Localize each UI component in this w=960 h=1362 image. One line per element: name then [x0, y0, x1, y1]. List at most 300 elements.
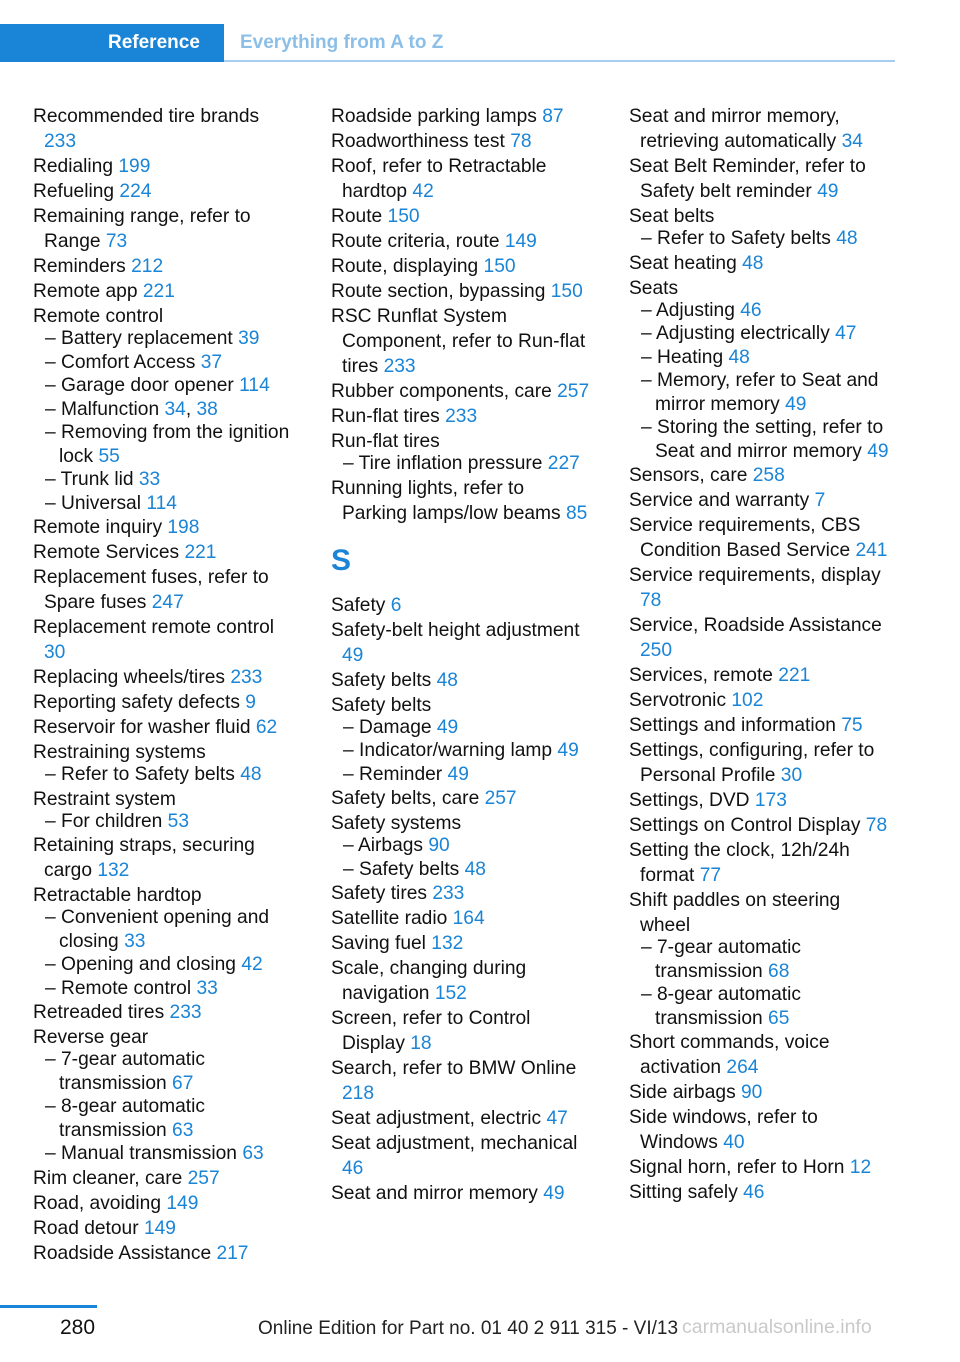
page-link[interactable]: 48: [742, 252, 764, 274]
page-link[interactable]: 48: [728, 346, 750, 368]
page-link[interactable]: 150: [483, 256, 516, 277]
subentry-dash: –: [45, 351, 62, 373]
subentry-dash: –: [343, 716, 360, 738]
index-entry: [331, 906, 593, 931]
index-entry: [331, 204, 593, 229]
index-entry: [629, 276, 891, 301]
index-entry: [331, 254, 593, 279]
index-subentry: [331, 858, 593, 882]
page-link[interactable]: 55: [98, 445, 120, 467]
page-link[interactable]: 199: [118, 156, 151, 177]
index-entry: [331, 1106, 593, 1131]
index-entry: [33, 1191, 295, 1216]
subentry-dash: –: [45, 1049, 62, 1070]
entry-label: Reverse gear: [33, 1027, 149, 1048]
page-link[interactable]: 6: [390, 594, 402, 616]
index-subentry: [33, 492, 295, 516]
entry-label: Sitting safely: [629, 1182, 738, 1203]
entry-label: Sensors, care: [629, 465, 748, 486]
entry-label: Adjusting electrically: [655, 323, 830, 344]
index-entry: [33, 515, 295, 540]
entry-label: Retreaded tires: [33, 1002, 165, 1023]
page-link[interactable]: 68: [768, 960, 790, 982]
entry-label: Roof, refer to Retractable hardtop: [331, 156, 547, 202]
index-entry: [629, 613, 891, 663]
entry-label: Service and warranty: [629, 490, 810, 511]
index-subentry: [33, 1142, 295, 1166]
index-entry: [331, 618, 593, 668]
entry-label: Setting the clock, 12h/24h format: [629, 840, 850, 886]
page-link[interactable]: 67: [172, 1072, 194, 1094]
entry-label: Service, Roadside Assistance: [629, 615, 882, 636]
page-link[interactable]: 34: [841, 131, 863, 152]
index-column-1: [33, 104, 295, 1266]
page-link[interactable]: 257: [557, 381, 590, 402]
entry-label: Refer to Safety belts: [657, 228, 831, 249]
entry-label: Running lights, refer to Parking lamps/low beams: [331, 477, 561, 524]
entry-label: Settings, configuring, refer to Personal Profile: [629, 740, 875, 786]
page-link[interactable]: 49: [543, 1183, 565, 1204]
page-number: 280: [60, 1316, 96, 1339]
index-subentry: [33, 398, 295, 422]
entry-label: Airbags: [357, 835, 424, 856]
page-link[interactable]: 38: [196, 398, 218, 420]
page-link[interactable]: 49: [342, 644, 364, 666]
page-link[interactable]: 227: [547, 453, 580, 474]
entry-label: Safety-belt height adjustment: [331, 619, 580, 641]
index-subentry: [331, 739, 593, 763]
subentry-dash: –: [641, 417, 658, 438]
index-entry: [33, 254, 295, 279]
index-entry: [33, 1025, 295, 1050]
page-link[interactable]: 42: [241, 954, 263, 975]
index-subentry: [33, 351, 295, 375]
index-entry: [331, 229, 593, 254]
entry-label: Roadside parking lamps: [331, 106, 537, 127]
page-link[interactable]: 49: [436, 716, 459, 738]
page-link[interactable]: 173: [754, 790, 787, 811]
index-entry: [33, 665, 295, 690]
entry-label: Damage: [359, 716, 432, 738]
entry-label: Indicator/warning lamp: [359, 740, 553, 761]
page-link[interactable]: 47: [835, 323, 857, 344]
page-link[interactable]: 46: [342, 1158, 364, 1179]
page-link[interactable]: 150: [387, 206, 420, 227]
entry-label: Restraining systems: [33, 742, 206, 763]
page-link[interactable]: 37: [200, 351, 223, 373]
page-link[interactable]: 9: [245, 692, 256, 713]
page-link[interactable]: 221: [778, 665, 811, 686]
subentry-dash: –: [45, 422, 62, 443]
entry-label: Seat Belt Reminder, refer to Safety belt reminder: [629, 156, 866, 202]
page-link[interactable]: 198: [167, 517, 200, 538]
entry-label: Convenient opening and closing: [59, 907, 270, 952]
index-entry: [33, 204, 295, 254]
page-link[interactable]: 233: [383, 356, 416, 377]
entry-label: Safety belts, care: [331, 788, 480, 809]
entry-label: Service requirements, CBS Condition Based Service: [629, 515, 861, 561]
entry-label: 8-gear automatic transmission: [59, 1096, 205, 1141]
entry-label: Safety systems: [331, 813, 462, 834]
page-link[interactable]: 40: [723, 1132, 745, 1153]
header-divider: [224, 60, 895, 62]
subentry-dash: –: [45, 1096, 62, 1117]
index-entry: [33, 1000, 295, 1025]
entry-label: Side airbags: [629, 1082, 736, 1103]
entry-label: Short commands, voice activation: [629, 1032, 830, 1078]
index-entry: [33, 179, 295, 204]
page-link[interactable]: 34: [164, 398, 186, 420]
entry-label: 7-gear automatic transmission: [655, 937, 801, 982]
index-entry: [33, 104, 295, 154]
subentry-dash: –: [45, 1143, 62, 1164]
entry-label: Retractable hardtop: [33, 885, 202, 906]
index-subentry: [629, 983, 891, 1030]
index-subentry: [331, 763, 593, 787]
entry-label: Refer to Safety belts: [61, 764, 235, 785]
page-link[interactable]: 233: [169, 1002, 202, 1023]
subentry-dash: –: [343, 858, 360, 880]
index-entry: [331, 476, 593, 526]
entry-label: Redialing: [33, 156, 114, 177]
page-link[interactable]: 233: [44, 131, 77, 152]
page-link[interactable]: 62: [255, 717, 278, 738]
page-link[interactable]: 150: [550, 281, 583, 302]
index-entry: [629, 788, 891, 813]
page-link[interactable]: 30: [44, 642, 66, 663]
entry-label: Safety tires: [331, 883, 427, 904]
index-entry: [331, 1006, 593, 1056]
subentry-dash: –: [343, 740, 360, 761]
entry-label: Remaining range, refer to Range: [33, 206, 251, 252]
page-link[interactable]: 224: [119, 181, 152, 202]
index-subentry: [33, 1048, 295, 1095]
entry-label: Opening and closing: [61, 954, 236, 975]
page-link[interactable]: 114: [146, 492, 177, 514]
entry-label: Seats: [629, 277, 679, 299]
index-entry: [629, 838, 891, 888]
entry-label: 8-gear automatic transmission: [655, 984, 801, 1029]
index-entry: [331, 693, 593, 718]
page-link[interactable]: 33: [196, 977, 218, 999]
page-link[interactable]: 46: [743, 1182, 765, 1203]
entry-label: Seat adjustment, mechanical: [331, 1133, 578, 1154]
page-link[interactable]: 48: [836, 228, 858, 249]
entry-label: Heating: [657, 346, 724, 368]
index-entry: [629, 1105, 891, 1155]
index-entry: [629, 1155, 891, 1180]
entry-label: Universal: [61, 492, 141, 514]
entry-label: Removing from the ignition lock: [59, 422, 290, 467]
page-link[interactable]: 65: [768, 1007, 790, 1029]
entry-label: Remote control: [33, 306, 164, 327]
entry-label: For children: [61, 810, 163, 832]
entry-label: Refueling: [33, 181, 115, 202]
entry-label: Run-flat tires: [331, 406, 440, 427]
subentry-dash: –: [45, 375, 62, 396]
page-link[interactable]: 132: [97, 860, 130, 881]
index-subentry: [629, 346, 891, 370]
entry-label: Seat belts: [629, 206, 715, 227]
section-title[interactable]: Everything from A to Z: [240, 32, 444, 53]
entry-label: Reminders: [33, 256, 126, 277]
index-entry: [331, 593, 593, 618]
subentry-dash: –: [343, 763, 360, 785]
page-link[interactable]: 49: [447, 763, 469, 785]
page-link[interactable]: 132: [431, 933, 464, 954]
page-link[interactable]: 149: [143, 1217, 176, 1239]
page-link[interactable]: 46: [740, 299, 762, 321]
index-subentry: [33, 374, 295, 398]
index-subentry: [629, 299, 891, 323]
entry-label: Retaining straps, securing cargo: [33, 835, 255, 881]
page-link[interactable]: 47: [546, 1108, 568, 1129]
index-entry: [629, 513, 891, 563]
entry-label: Malfunction: [61, 398, 160, 420]
entry-label: Adjusting: [655, 299, 735, 321]
page-header: [0, 24, 895, 62]
page-link[interactable]: 77: [699, 865, 722, 886]
index-entry: [629, 488, 891, 513]
index-entry: [331, 429, 593, 454]
index-entry: [33, 1216, 295, 1241]
page-link[interactable]: 149: [166, 1192, 199, 1214]
page-link[interactable]: 250: [640, 640, 673, 661]
index-entry: [629, 738, 891, 788]
page-link[interactable]: 48: [464, 858, 486, 880]
footer-divider: [0, 1305, 97, 1308]
index-subentry: [33, 1095, 295, 1142]
index-entry: [331, 811, 593, 836]
subentry-dash: –: [45, 810, 62, 832]
index-entry: [33, 1241, 295, 1266]
index-entry: [33, 615, 295, 665]
subentry-dash: –: [641, 323, 656, 344]
entry-label: Seat adjustment, electric: [331, 1108, 542, 1129]
index-entry: [629, 204, 891, 229]
page-link[interactable]: 87: [542, 106, 564, 127]
index-entry: [331, 1056, 593, 1106]
index-entry: [331, 379, 593, 404]
entry-label: Safety: [331, 594, 386, 616]
entry-label: Trunk lid: [60, 469, 134, 490]
subentry-dash: –: [641, 299, 656, 321]
page-link[interactable]: 7: [814, 490, 826, 511]
page-link[interactable]: 49: [557, 740, 579, 761]
subentry-dash: –: [641, 984, 658, 1005]
page-link[interactable]: 241: [855, 540, 888, 561]
page-link[interactable]: 212: [131, 256, 164, 277]
index-entry: [331, 931, 593, 956]
edition-note: Online Edition for Part no. 01 40 2 911 315 - VI/13: [258, 1318, 679, 1339]
index-subentry: [33, 953, 295, 977]
index-entry: [33, 833, 295, 883]
index-entry: [331, 1131, 593, 1181]
page-link[interactable]: 102: [731, 690, 764, 711]
page-link[interactable]: 233: [432, 883, 465, 904]
index-subentry: [629, 936, 891, 983]
page-link[interactable]: 221: [142, 281, 175, 302]
index-entry: [33, 540, 295, 565]
page-link[interactable]: 33: [124, 930, 146, 952]
watermark: carmanualsonline.info: [682, 1316, 872, 1338]
index-entry: [331, 881, 593, 906]
index-entry: [33, 565, 295, 615]
entry-label: Replacing wheels/tires: [33, 667, 225, 688]
entry-label: Rim cleaner, care: [33, 1167, 183, 1189]
subentry-dash: –: [641, 228, 658, 249]
entry-label: Remote app: [33, 281, 138, 302]
subentry-dash: –: [45, 469, 61, 490]
index-entry: [331, 786, 593, 811]
page-link[interactable]: 114: [239, 375, 270, 396]
entry-label: Road detour: [33, 1217, 139, 1239]
page-link[interactable]: 49: [817, 181, 839, 202]
index-entry: [629, 1080, 891, 1105]
index-entry: [629, 713, 891, 738]
entry-label: Saving fuel: [331, 933, 426, 954]
entry-label: Satellite radio: [331, 908, 448, 929]
page-link[interactable]: 78: [640, 590, 662, 611]
index-entry: [331, 668, 593, 693]
subentry-dash: –: [641, 346, 658, 368]
index-subentry: [33, 421, 295, 468]
subentry-dash: –: [45, 492, 62, 514]
index-entry: [629, 813, 891, 838]
page-link[interactable]: 18: [410, 1033, 432, 1054]
page-link[interactable]: 39: [238, 328, 260, 349]
entry-label: Rubber components, care: [331, 381, 552, 402]
page-link[interactable]: 63: [172, 1119, 194, 1141]
index-entry: [33, 787, 295, 812]
entry-label: 7-gear automatic transmission: [59, 1049, 205, 1094]
page-link[interactable]: 78: [865, 815, 888, 836]
index-subentry: [33, 763, 295, 787]
entry-label: Remote control: [61, 977, 192, 999]
entry-label: Comfort Access: [61, 351, 196, 373]
page-link[interactable]: 42: [412, 181, 434, 202]
page-link[interactable]: 257: [484, 788, 517, 809]
entry-label: Battery replacement: [61, 328, 233, 349]
index-entry: [33, 279, 295, 304]
index-entry: [629, 463, 891, 488]
entry-label: Route section, bypassing: [331, 281, 546, 302]
index-entry: [331, 404, 593, 429]
entry-label: Seat and mirror memory, retrieving automatically: [629, 106, 840, 152]
entry-label: Reporting safety defects: [33, 692, 240, 713]
page-link[interactable]: 233: [230, 667, 263, 688]
entry-label: Side windows, refer to Windows: [629, 1107, 818, 1153]
page-link[interactable]: 221: [184, 542, 217, 563]
page-link[interactable]: 217: [216, 1242, 249, 1264]
page-link[interactable]: 78: [510, 131, 532, 152]
index-entry: [33, 304, 295, 329]
index-entry: [629, 251, 891, 276]
index-subentry: [629, 322, 891, 346]
index-subentry: [629, 416, 891, 463]
page-link[interactable]: 164: [452, 908, 485, 929]
entry-label: Services, remote: [629, 665, 773, 686]
index-entry: [33, 883, 295, 908]
subentry-dash: –: [45, 764, 62, 785]
page-link[interactable]: 33: [138, 469, 161, 490]
index-subentry: [331, 834, 593, 858]
entry-label: Safety belts: [331, 669, 432, 691]
entry-label: Manual transmission: [61, 1143, 237, 1164]
subentry-dash: –: [343, 453, 359, 474]
page-link[interactable]: 53: [167, 810, 190, 832]
index-entry: [331, 304, 593, 379]
page-link[interactable]: 12: [849, 1157, 872, 1178]
index-subentry: [33, 468, 295, 492]
subentry-dash: –: [45, 954, 62, 975]
index-entry: [629, 1030, 891, 1080]
index-subentry: [629, 227, 891, 251]
entry-label: Route criteria, route: [331, 231, 500, 252]
index-subentry: [33, 977, 295, 1001]
page-link[interactable]: 49: [867, 440, 889, 462]
entry-label: Remote Services: [33, 542, 180, 563]
index-entry: [331, 279, 593, 304]
index-entry: [331, 104, 593, 129]
page-link[interactable]: 85: [565, 502, 588, 524]
section-letter: S: [331, 543, 352, 577]
subentry-dash: –: [45, 907, 62, 928]
page-link[interactable]: 90: [741, 1082, 763, 1103]
page-link[interactable]: 30: [780, 765, 803, 786]
page-link[interactable]: 90: [428, 835, 450, 856]
entry-label: Reservoir for washer fluid: [33, 717, 251, 738]
subentry-dash: –: [641, 937, 658, 958]
entry-label: Service requirements, display: [629, 565, 881, 586]
page-link[interactable]: 257: [187, 1167, 220, 1189]
page-link[interactable]: 48: [436, 669, 458, 691]
page-link[interactable]: 149: [504, 231, 537, 252]
page-link[interactable]: 49: [785, 393, 807, 415]
entry-label: Storing the setting, refer to Seat and mirror memory: [655, 417, 884, 462]
entry-label: Settings and information: [629, 715, 836, 736]
page-link[interactable]: 75: [841, 715, 863, 736]
entry-label: Road, avoiding: [33, 1192, 162, 1214]
subentry-dash: –: [45, 328, 62, 349]
page-link[interactable]: 73: [105, 231, 128, 252]
page-link[interactable]: 48: [240, 764, 262, 785]
entry-label: Screen, refer to Control Display: [331, 1008, 531, 1054]
entry-label: Restraint system: [33, 788, 176, 810]
page-link[interactable]: 264: [726, 1057, 759, 1078]
entry-label: Settings, DVD: [629, 790, 750, 811]
index-entry: [33, 154, 295, 179]
entry-label: Route: [331, 206, 383, 227]
page-link[interactable]: 63: [242, 1143, 264, 1164]
entry-label: Replacement remote control: [33, 617, 275, 638]
entry-label: Shift paddles on steering wheel: [629, 890, 841, 936]
section-tab-reference[interactable]: Reference: [0, 24, 224, 62]
page-link[interactable]: 258: [752, 465, 785, 486]
page-link[interactable]: 247: [151, 592, 184, 613]
page-link[interactable]: 233: [445, 406, 478, 427]
index-subentry: [33, 906, 295, 953]
entry-label: RSC Runflat System Component, refer to Run-flat tires: [331, 306, 586, 377]
index-subentry: [331, 452, 593, 476]
entry-label: Safety belts: [331, 694, 432, 716]
index-entry: [331, 1181, 593, 1206]
page-link[interactable]: 152: [434, 983, 467, 1004]
entry-label: Tire inflation pressure: [358, 453, 543, 474]
index-entry: [331, 956, 593, 1006]
entry-label: Garage door opener: [61, 375, 234, 396]
page-link[interactable]: 218: [342, 1083, 375, 1104]
